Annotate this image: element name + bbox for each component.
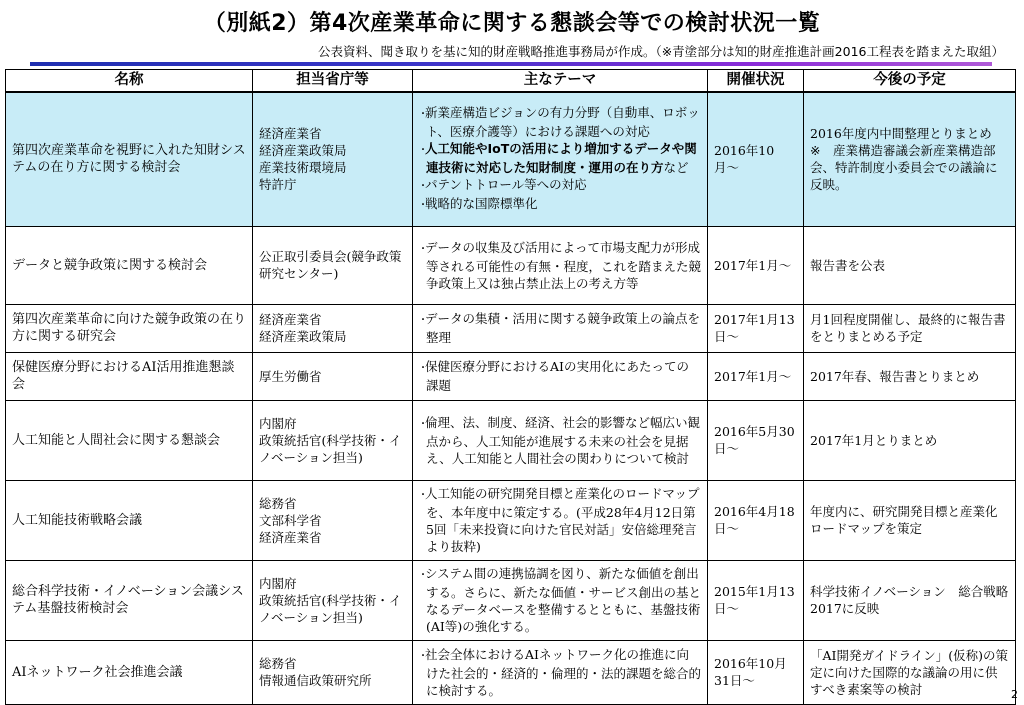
cell-topic — [413, 304, 708, 352]
cell-plan: 報告書を公表 — [804, 226, 1016, 304]
table-row — [6, 352, 1016, 400]
cell-status: 2016年10月〜 — [708, 92, 804, 226]
status-table — [5, 69, 1016, 705]
cell-status: 2015年1月13日〜 — [708, 560, 804, 640]
column-header-plan: 今後の予定 — [804, 70, 1016, 93]
cell-name: 人工知能と人間社会に関する懇談会 — [6, 400, 253, 480]
cell-topic — [413, 480, 708, 560]
cell-topic — [413, 352, 708, 400]
topic-item: ・ データの収集及び活用によって市場支配力が形成等される可能性の有無・程度，これを踏まえた競争政策上又は独占禁止法上の考え方等 — [419, 239, 701, 292]
cell-ministry: 総務省 文部科学省 経済産業省 — [253, 480, 413, 560]
cell-ministry: 経済産業省 経済産業政策局 産業技術環境局 特許庁 — [253, 92, 413, 226]
cell-plan: 月1回程度開催し、最終的に報告書をとりまとめる予定 — [804, 304, 1016, 352]
cell-plan: 「AI開発ガイドライン」(仮称)の策定に向けた国際的な議論の用に供すべき素案等の検討 — [804, 640, 1016, 704]
page-title: （別紙2）第4次産業革命に関する懇談会等での検討状況一覧 — [203, 11, 821, 36]
cell-name: 第四次産業革命に向けた競争政策の在り方に関する研究会 — [6, 304, 253, 352]
table-row — [6, 304, 1016, 352]
cell-plan: 2017年春、報告書とりまとめ — [804, 352, 1016, 400]
cell-ministry: 内閣府 政策統括官(科学技術・イノベーション担当) — [253, 560, 413, 640]
cell-topic — [413, 92, 708, 226]
topic-item: ・ 人工知能やIoTの活用により増加するデータや関連技術に対応した知財制度・運用の在り方など — [419, 140, 701, 176]
cell-plan: 2017年1月とりまとめ — [804, 400, 1016, 480]
cell-ministry: 公正取引委員会(競争政策研究センター) — [253, 226, 413, 304]
cell-ministry: 内閣府 政策統括官(科学技術・イノベーション担当) — [253, 400, 413, 480]
table-row — [6, 92, 1016, 226]
cell-topic — [413, 560, 708, 640]
table-row — [6, 480, 1016, 560]
cell-ministry: 厚生労働省 — [253, 352, 413, 400]
topic-item: ・ 保健医療分野におけるAIの実用化にあたっての課題 — [419, 358, 701, 394]
cell-name: 総合科学技術・イノベーション会議システム基盤技術検討会 — [6, 560, 253, 640]
table-row — [6, 400, 1016, 480]
cell-name: 第四次産業革命を視野に入れた知財システムの在り方に関する検討会 — [6, 92, 253, 226]
topic-item: ・ 新業産構造ビジョンの有力分野（自動車、ロボット、医療介護等）における課題への対応 — [419, 104, 701, 140]
column-header-status: 開催状況 — [708, 70, 804, 93]
page-number: 2 — [1011, 688, 1018, 701]
cell-plan: 科学技術イノベーション 総合戦略2017に反映 — [804, 560, 1016, 640]
cell-name: AIネットワーク社会推進会議 — [6, 640, 253, 704]
cell-topic — [413, 226, 708, 304]
cell-ministry: 総務省 情報通信政策研究所 — [253, 640, 413, 704]
cell-status: 2016年5月30日〜 — [708, 400, 804, 480]
topic-item: ・ 人工知能の研究開発目標と産業化のロードマップを、本年度中に策定する。(平成28年4月12日第5回「未来投資に向けた官民対話」安倍総理発言より抜粋) — [419, 485, 701, 555]
page-subtitle: 公表資料、聞き取りを基に知的財産戦略推進事務局が作成。（※青塗部分は知的財産推進計画2016工程表を踏まえた取組） — [317, 44, 1004, 59]
header-divider — [30, 62, 992, 66]
cell-status: 2016年10月31日〜 — [708, 640, 804, 704]
table-header-row — [6, 70, 1016, 93]
cell-name: 人工知能技術戦略会議 — [6, 480, 253, 560]
topic-item: ・ システム間の連携協調を図り、新たな価値を創出する。さらに、新たな価値・サービス創出の基となるデータベースを整備するとともに、基盤技術(AI等)の強化する。 — [419, 565, 701, 635]
topic-item: ・ 戦略的な国際標準化 — [419, 195, 701, 214]
column-header-topic: 主なテーマ — [413, 70, 708, 93]
column-header-ministry: 担当省庁等 — [253, 70, 413, 93]
cell-ministry: 経済産業省 経済産業政策局 — [253, 304, 413, 352]
table-row — [6, 226, 1016, 304]
topic-item: ・ 倫理、法、制度、経済、社会的影響など幅広い観点から、人工知能が進展する未来の社会を見据え、人工知能と人間社会の関わりについて検討 — [419, 414, 701, 467]
cell-status: 2017年1月13日〜 — [708, 304, 804, 352]
cell-name: 保健医療分野におけるAI活用推進懇談会 — [6, 352, 253, 400]
topic-item: ・ データの集積・活用に関する競争政策上の論点を整理 — [419, 310, 701, 346]
table-row — [6, 640, 1016, 704]
cell-topic — [413, 400, 708, 480]
cell-name: データと競争政策に関する検討会 — [6, 226, 253, 304]
cell-plan: 2016年度内中間整理とりまとめ ※ 産業構造審議会新産業構造部会、特許制度小委員会での議論に反映。 — [804, 92, 1016, 226]
cell-status: 2017年1月〜 — [708, 226, 804, 304]
cell-status: 2016年4月18日〜 — [708, 480, 804, 560]
cell-status: 2017年1月〜 — [708, 352, 804, 400]
table-row — [6, 560, 1016, 640]
topic-item: ・ パテントトロール等への対応 — [419, 176, 701, 195]
topic-item: ・ 社会全体におけるAIネットワーク化の推進に向けた社会的・経済的・倫理的・法的課題を総合的に検討する。 — [419, 646, 701, 699]
column-header-name: 名称 — [6, 70, 253, 93]
cell-topic — [413, 640, 708, 704]
cell-plan: 年度内に、研究開発目標と産業化ロードマップを策定 — [804, 480, 1016, 560]
